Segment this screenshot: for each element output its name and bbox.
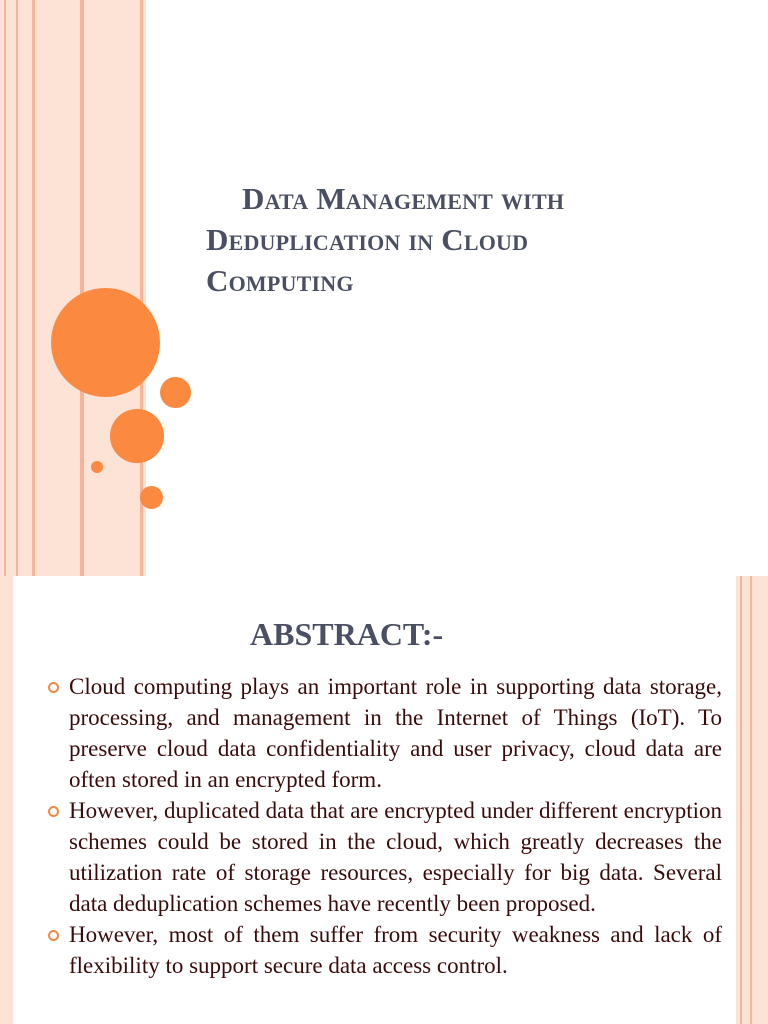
decor-circle-medium bbox=[110, 409, 164, 463]
decor-stripe bbox=[752, 576, 768, 1024]
slide-title bbox=[206, 178, 676, 301]
decor-circle-large bbox=[51, 288, 160, 397]
decor-left-edge bbox=[0, 576, 13, 1024]
bullet-text: Cloud computing plays an important role in supporting data storage, processing, and management in the Internet of Things (IoT). To preserve cloud data confidentiality and user privacy, cloud data are often stored in an encrypted form. bbox=[69, 674, 722, 792]
decor-stripe bbox=[742, 576, 750, 1024]
bullet-text: However, most of them suffer from security weakness and lack of flexibility to support secure data access control. bbox=[69, 922, 722, 978]
abstract-heading: ABSTRACT:- bbox=[250, 616, 444, 652]
list-item bbox=[48, 671, 722, 795]
circle-bullet-icon bbox=[48, 682, 59, 693]
list-item bbox=[48, 919, 722, 981]
bullet-text: However, duplicated data that are encrypted under different encryption schemes could be stored in the cloud, which greatly decreases the utilization rate of storage resources, especially for big data. Several data deduplication schemes have recently been proposed. bbox=[69, 798, 722, 916]
circle-bullet-icon bbox=[48, 930, 59, 941]
title-line: Data Management with bbox=[242, 181, 565, 216]
decor-circle-tiny bbox=[91, 461, 103, 473]
abstract-slide bbox=[0, 576, 768, 1024]
decor-right-stripes bbox=[736, 576, 768, 1024]
decor-circle-small bbox=[160, 377, 191, 408]
decor-stripe bbox=[35, 0, 80, 576]
decor-stripe bbox=[6, 0, 16, 576]
bullet-list bbox=[48, 671, 722, 981]
decor-circle-small bbox=[140, 486, 163, 509]
decor-stripe bbox=[18, 0, 32, 576]
list-item bbox=[48, 795, 722, 919]
title-line: Computing bbox=[206, 263, 354, 298]
circle-bullet-icon bbox=[48, 806, 59, 817]
title-line: Deduplication in Cloud bbox=[206, 222, 529, 257]
